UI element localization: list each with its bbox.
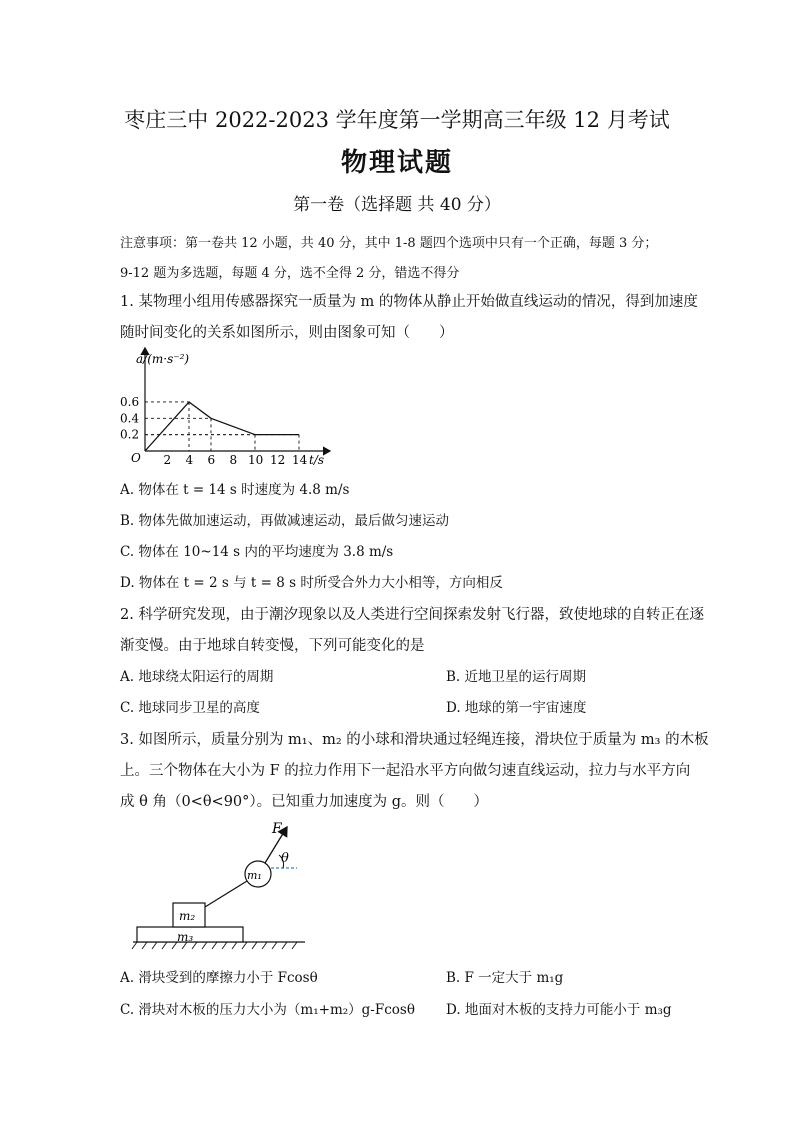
q2-option-a[interactable]: A. 地球绕太阳运行的周期 [120,669,274,685]
q1-option-c[interactable]: C. 物体在 10~14 s 内的平均速度为 3.8 m/s [120,544,394,560]
exam-title: 枣庄三中 2022-2023 学年度第一学期高三年级 12 月考试 [124,108,670,132]
theta-label: θ [281,851,289,866]
m3-label: m₃ [177,930,194,944]
q1-stem-line-2: 随时间变化的关系如图所示，则由图象可知（ ） [120,325,454,341]
ground-hatching [132,942,297,949]
x-tick-8: 8 [229,453,238,467]
q1-option-b[interactable]: B. 物体先做加速运动，再做减速运动，最后做匀速运动 [120,513,450,529]
x-tick-6: 6 [207,453,216,467]
q3-option-b[interactable]: B. F 一定大于 m₁g [446,970,564,986]
section-title: 第一卷（选择题 共 40 分） [293,195,501,215]
notice-line-1: 注意事项：第一卷共 12 小题，共 40 分，其中 1-8 题四个选项中只有一个正确，每题 3 分； [120,236,658,251]
force-label: F [272,821,282,837]
x-axis-label: t/s [309,453,325,467]
q3-stem-line-2: 上。三个物体在大小为 F 的拉力作用下一起沿水平方向做匀速直线运动，拉力与水平方向 [120,763,691,779]
x-tick-12: 12 [270,453,286,467]
q1-option-a[interactable]: A. 物体在 t = 14 s 时速度为 4.8 m/s [120,482,350,498]
series-line [145,402,299,451]
x-tick-2: 2 [163,453,172,467]
x-tick-4: 4 [185,453,194,467]
rope [205,881,247,907]
q3-option-c[interactable]: C. 滑块对木板的压力大小为（m₁+m₂）g-Fcosθ [120,1002,415,1018]
origin-label: O [131,451,141,465]
q3-stem-line-3: 成 θ 角（0<θ<90°）。已知重力加速度为 g。则（ ） [120,794,489,810]
y-tick-0.4: 0.4 [120,411,140,426]
y-tick-0.2: 0.2 [120,427,140,442]
subject-title: 物理试题 [340,148,453,178]
x-tick-10: 10 [248,453,264,467]
q1-stem-line-1: 1. 某物理小组用传感器探究一质量为 m 的物体从静止开始做直线运动的情况，得到加速度 [120,294,698,310]
force-diagram [125,815,315,955]
q3-option-a[interactable]: A. 滑块受到的摩擦力小于 Fcosθ [120,970,318,986]
q2-stem-line-2: 渐变慢。由于地球自转变慢，下列可能变化的是 [120,638,425,654]
q2-option-b[interactable]: B. 近地卫星的运行周期 [446,669,587,685]
m1-label: m₁ [247,869,262,882]
q3-stem-line-1: 3. 如图所示，质量分别为 m₁、m₂ 的小球和滑块通过轻绳连接，滑块位于质量为 m₃ 的木板 [120,732,709,748]
q2-option-c[interactable]: C. 地球同步卫星的高度 [120,700,260,716]
q2-stem-line-1: 2. 科学研究发现，由于潮汐现象以及人类进行空间探索发射飞行器，致使地球的自转正在逐 [120,607,704,623]
y-tick-0.6: 0.6 [120,394,140,409]
notice-line-2: 9-12 题为多选题，每题 4 分，选不全得 2 分，错选不得分 [120,266,460,281]
x-tick-14: 14 [292,453,308,467]
acceleration-time-graph [120,344,340,472]
q1-option-d[interactable]: D. 物体在 t = 2 s 与 t = 8 s 时所受合外力大小相等，方向相反 [120,575,503,591]
y-axis-label: a/(m·s⁻²) [136,352,190,366]
dashed-guides [145,402,299,451]
q3-option-d[interactable]: D. 地面对木板的支持力可能小于 m₃g [446,1002,672,1018]
q2-option-d[interactable]: D. 地球的第一宇宙速度 [446,700,587,716]
m2-label: m₂ [179,909,196,923]
